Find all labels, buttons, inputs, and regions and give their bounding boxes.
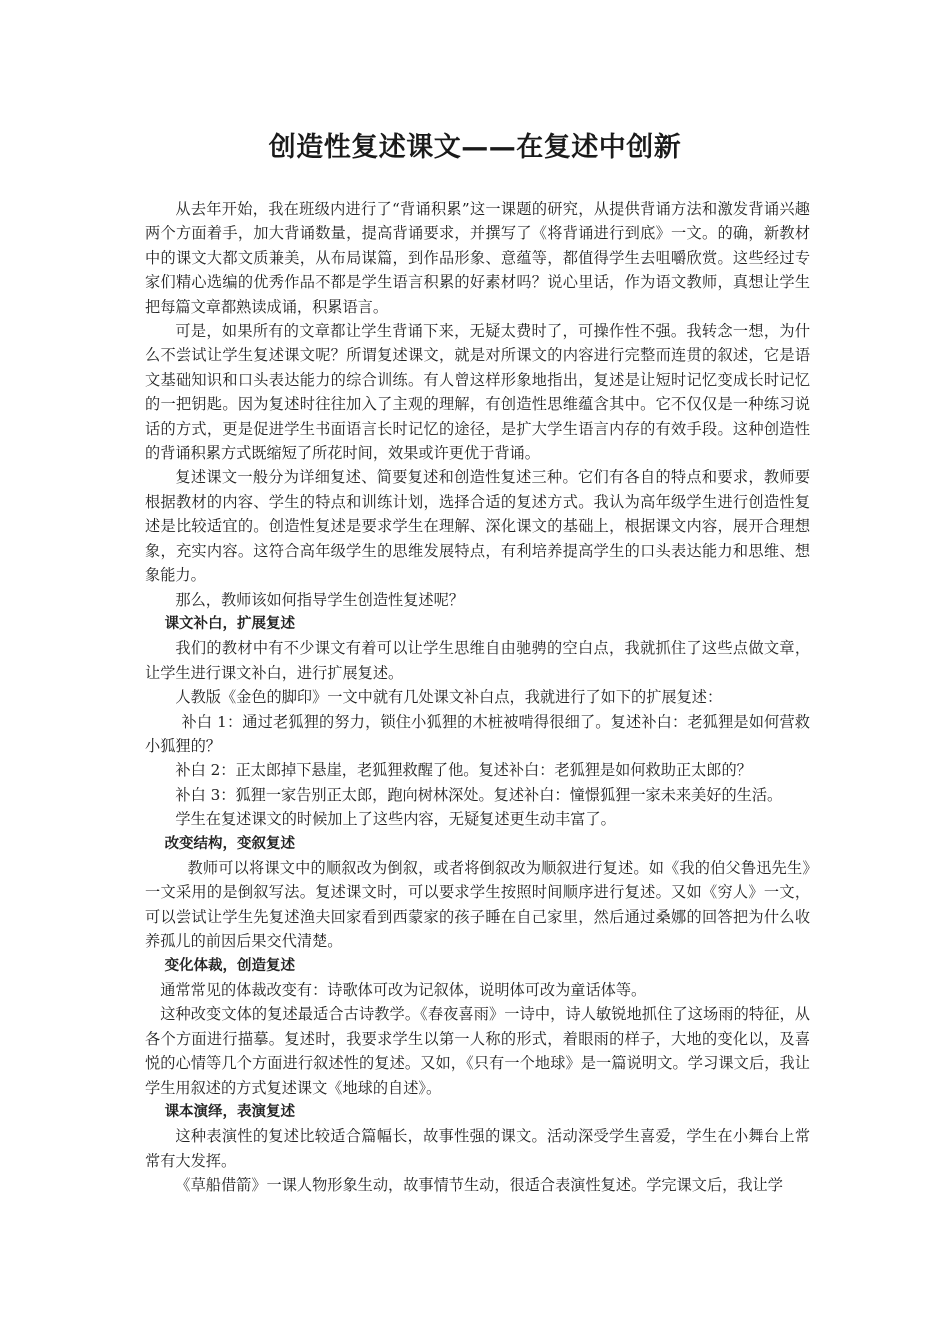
section-heading: 改变结构，变叙复述 xyxy=(164,835,296,852)
document-body xyxy=(145,197,810,1198)
paragraph: 教师可以将课文中的顺叙改为倒叙，或者将倒叙改为顺叙进行复述。如《我的伯父鲁迅先生》一文采用的是倒叙写法。复述课文时，可以要求学生按照时间顺序进行复述。又如《穷人》一文，可以尝试让学生先复述渔夫回家看到西蒙家的孩子睡在自己家里，然后通过桑娜的回答把为什么收养孤儿的前因后果交代清楚。 xyxy=(145,858,810,951)
document-title: 创造性复述课文——在复述中创新 xyxy=(268,132,682,163)
paragraph: 学生在复述课文的时候加上了这些内容，无疑复述更生动丰富了。 xyxy=(175,810,616,829)
paragraph: 我们的教材中有不少课文有着可以让学生思维自由驰骋的空白点，我就抓住了这些点做文章，让学生进行课文补白，进行扩展复述。 xyxy=(145,639,810,682)
supplement-item: 补白 1：通过老狐狸的努力，锁住小狐狸的木桩被啃得很细了。复述补白：老狐狸是如何营救小狐狸的？ xyxy=(145,712,810,755)
paragraph: 可是，如果所有的文章都让学生背诵下来，无疑太费时了，可操作性不强。我转念一想，为什么不尝试让学生复述课文呢？所谓复述课文，就是对所课文的内容进行完整而连贯的叙述，它是语文基础知识和口头表达能力的综合训练。有人曾这样形象地指出，复述是让短时记忆变成长时记忆的一把钥匙。因为复述时往往加入了主观的理解，有创造性思维蕴含其中。它不仅仅是一种练习说话的方式，更是促进学生书面语言长时记忆的途径，是扩大学生语言内存的有效手段。这种创造性的背诵积累方式既缩短了所花时间，效果或许更优于背诵。 xyxy=(145,322,810,463)
paragraph: 《草船借箭》一课人物形象生动，故事情节生动，很适合表演性复述。学完课文后，我让学 xyxy=(175,1176,783,1195)
section-heading: 变化体裁，创造复述 xyxy=(164,957,296,974)
supplement-item: 补白 2：正太郎掉下悬崖，老狐狸救醒了他。复述补白：老狐狸是如何救助正太郎的？ xyxy=(175,761,752,780)
paragraph: 人教版《金色的脚印》一文中就有几处课文补白点，我就进行了如下的扩展复述： xyxy=(175,688,723,707)
section-heading: 课本演绎，表演复述 xyxy=(164,1104,296,1121)
supplement-item: 补白 3：狐狸一家告别正太郎，跑向树林深处。复述补白：憧憬狐狸一家未来美好的生活。 xyxy=(175,785,783,804)
section-heading: 课文补白，扩展复述 xyxy=(164,615,296,632)
paragraph: 这种表演性的复述比较适合篇幅长，故事性强的课文。活动深受学生喜爱，学生在小舞台上常常有大发挥。 xyxy=(145,1127,810,1170)
paragraph: 复述课文一般分为详细复述、简要复述和创造性复述三种。它们有各自的特点和要求，教师要根据教材的内容、学生的特点和训练计划，选择合适的复述方式。我认为高年级学生进行创造性复述是比较适宜的。创造性复述是要求学生在理解、深化课文的基础上，根据课文内容，展开合理想象，充实内容。这符合高年级学生的思维发展特点，有利培养提高学生的口头表达能力和思维、想象能力。 xyxy=(145,468,810,585)
paragraph: 从去年开始，我在班级内进行了“背诵积累”这一课题的研究，从提供背诵方法和激发背诵兴趣两个方面着手，加大背诵数量，提高背诵要求，并撰写了《将背诵进行到底》一文。的确，新教材中的课文大都文质兼美，从布局谋篇，到作品形象、意蕴等，都值得学生去咀嚼欣赏。这些经过专家们精心选编的优秀作品不都是学生语言积累的好素材吗？说心里话，作为语文教师，真想让学生把每篇文章都熟读成诵，积累语言。 xyxy=(145,200,810,316)
paragraph: 这种改变文体的复述最适合古诗教学。《春夜喜雨》一诗中，诗人敏锐地抓住了这场雨的特征，从各个方面进行描摹。复述时，我要求学生以第一人称的形式，着眼雨的样子，大地的变化以，及喜悦的心情等几个方面进行叙述性的复述。又如，《只有一个地球》是一篇说明文。学习课文后，我让学生用叙述的方式复述课文《地球的自述》。 xyxy=(145,1005,810,1097)
paragraph: 通常常见的体裁改变有：诗歌体可改为记叙体，说明体可改为童话体等。 xyxy=(160,981,647,999)
paragraph: 那么，教师该如何指导学生创造性复述呢？ xyxy=(175,590,464,609)
